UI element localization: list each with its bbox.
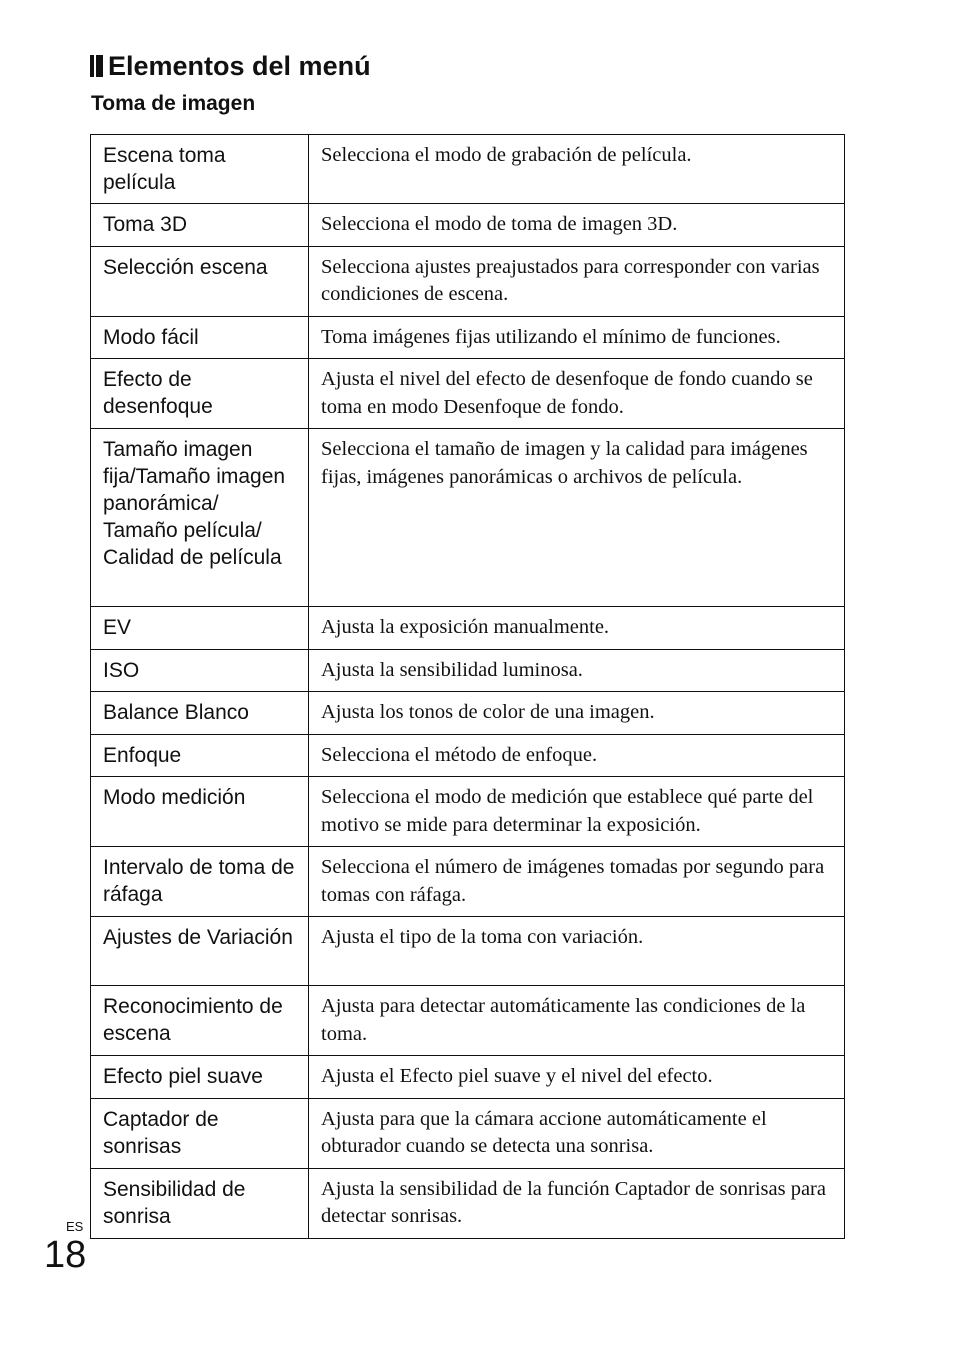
menu-item-description: Ajusta la sensibilidad luminosa. [309,649,845,692]
menu-item-name: Enfoque [91,734,309,777]
heading-marker-icon [90,55,104,77]
menu-item-description: Selecciona el modo de toma de imagen 3D. [309,204,845,247]
table-row [91,847,845,917]
language-code: ES [66,1219,84,1234]
menu-item-description: Selecciona el método de enfoque. [309,734,845,777]
table-row [91,1098,845,1168]
menu-item-description: Ajusta para detectar automáticamente las condiciones de la toma. [309,986,845,1056]
menu-item-name: Tamaño imagen fija/Tamaño imagen panorámica/ Tamaño película/ Calidad de película [91,429,309,607]
menu-item-name: Selección escena [91,246,309,316]
menu-item-description: Ajusta el nivel del efecto de desenfoque de fondo cuando se toma en modo Desenfoque de fondo. [309,359,845,429]
menu-item-description: Ajusta el Efecto piel suave y el nivel del efecto. [309,1056,845,1099]
menu-item-name: Efecto piel suave [91,1056,309,1099]
table-row [91,649,845,692]
menu-item-description: Selecciona ajustes preajustados para corresponder con varias condiciones de escena. [309,246,845,316]
menu-item-name: EV [91,607,309,650]
menu-item-description: Selecciona el modo de grabación de película. [309,135,845,204]
menu-item-name: Toma 3D [91,204,309,247]
section-heading [90,46,371,86]
menu-item-description: Ajusta el tipo de la toma con variación. [309,917,845,986]
menu-item-name: Efecto de desenfoque [91,359,309,429]
menu-item-description: Selecciona el tamaño de imagen y la calidad para imágenes fijas, imágenes panorámicas o archivos de película. [309,429,845,607]
menu-item-name: Modo fácil [91,316,309,359]
section-title: Elementos del menú [108,50,371,81]
menu-item-name: Intervalo de toma de ráfaga [91,847,309,917]
table-row [91,429,845,607]
menu-item-description: Selecciona el modo de medición que establece qué parte del motivo se mide para determinar la exposición. [309,777,845,847]
table-row [91,692,845,735]
table-row [91,316,845,359]
table-row [91,734,845,777]
table-row [91,359,845,429]
menu-item-name: Modo medición [91,777,309,847]
table-row [91,607,845,650]
table-row [91,135,845,204]
table-row [91,1056,845,1099]
table-row [91,986,845,1056]
menu-item-name: Sensibilidad de sonrisa [91,1168,309,1238]
menu-item-description: Selecciona el número de imágenes tomadas por segundo para tomas con ráfaga. [309,847,845,917]
menu-item-name: Balance Blanco [91,692,309,735]
menu-item-name: Reconocimiento de escena [91,986,309,1056]
table-row [91,917,845,986]
menu-item-description: Ajusta la sensibilidad de la función Captador de sonrisas para detectar sonrisas. [309,1168,845,1238]
menu-item-name: ISO [91,649,309,692]
page-number: 18 [44,1234,87,1276]
table-row [91,204,845,247]
table-row [91,777,845,847]
menu-item-name: Escena toma película [91,135,309,204]
menu-item-description: Ajusta la exposición manualmente. [309,607,845,650]
table-row [91,246,845,316]
subsection-title: Toma de imagen [91,92,256,115]
menu-items-table [90,134,845,1239]
menu-item-description: Ajusta para que la cámara accione automáticamente el obturador cuando se detecta una sonrisa. [309,1098,845,1168]
menu-item-description: Ajusta los tonos de color de una imagen. [309,692,845,735]
menu-item-description: Toma imágenes fijas utilizando el mínimo de funciones. [309,316,845,359]
table-row [91,1168,845,1238]
menu-item-name: Captador de sonrisas [91,1098,309,1168]
menu-item-name: Ajustes de Variación [91,917,309,986]
